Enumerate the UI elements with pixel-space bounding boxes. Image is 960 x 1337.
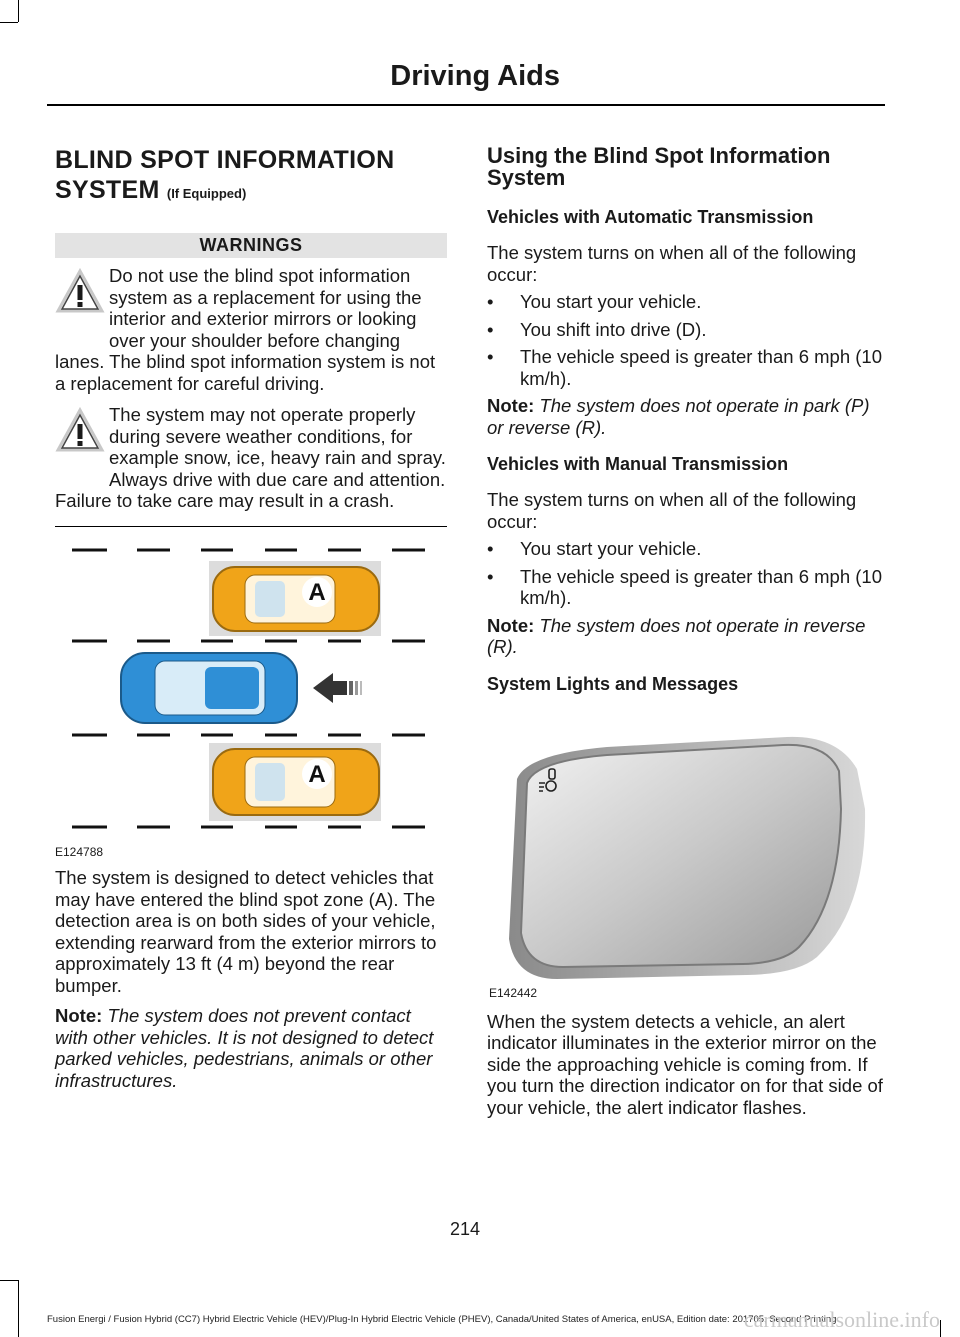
auto-intro: The system turns on when all of the following occur: (487, 242, 857, 285)
system-lights-heading: System Lights and Messages (487, 673, 739, 694)
crop-mark (0, 1280, 18, 1281)
list-item: • The vehicle speed is greater than 6 mph (10 km/h). (487, 346, 887, 389)
mirror-glass (521, 744, 841, 966)
warnings-title: WARNINGS (55, 233, 447, 258)
heading-line-1: BLIND SPOT INFORMATION (55, 146, 395, 174)
crop-mark (18, 1280, 19, 1337)
note-label: Note: (487, 395, 535, 416)
auto-transmission-heading: Vehicles with Automatic Transmission (487, 207, 814, 227)
auto-conditions-list (487, 291, 887, 389)
page-number: 214 (449, 1219, 481, 1239)
note-label: Note: (487, 614, 535, 636)
zone-label-a-bottom: A (308, 761, 326, 788)
blind-spot-diagram (55, 533, 447, 843)
exterior-mirror-illustration (487, 709, 887, 989)
header-divider (47, 104, 885, 106)
warning-1 (55, 265, 447, 394)
note (55, 1005, 447, 1091)
alert-description: When the system detects a vehicle, an alert indicator illuminates in the exterior mirror on the side the approaching vehicle is coming from. If you turn the direction indicator on for that side of your vehicle, the alert indicator flashes. (487, 1010, 883, 1118)
warning-1-text: Do not use the blind spot information system as a replacement for using the interior and exterior mirrors or looking over your shoulder before changing lanes. The blind spot information system is not a replacement for careful driving. (55, 265, 436, 394)
list-item: • You start your vehicle. (487, 538, 887, 560)
section-heading (55, 145, 447, 209)
zone-label-a-top: A (308, 579, 326, 606)
warning-2-text: The system may not operate properly during severe weather conditions, for example snow, ice, heavy rain and spray. Always drive with due care and attention. Failure to take care may result in a crash. (55, 404, 446, 511)
warning-2 (55, 404, 447, 512)
description-text: The system is designed to detect vehicles that may have entered the blind spot zone (A). The detection area is on both sides of your vehicle, extending rearward from the exterior mirrors to approximately 13 ft (4 m) beyond the rear bumper. (55, 867, 437, 996)
manual-transmission-heading: Vehicles with Manual Transmission (487, 454, 789, 474)
auto-note (487, 395, 887, 438)
note-text: The system does not prevent contact with other vehicles. It is not designed to detect parked vehicles, pedestrians, animals or other infrastructures. (55, 1005, 434, 1091)
note-label: Note: (55, 1005, 103, 1026)
manual-intro: The system turns on when all of the following occur: (487, 489, 857, 532)
figure-code: E142442 (489, 985, 538, 1000)
warnings-end-rule (55, 526, 447, 528)
warning-icon (55, 267, 105, 317)
manual-note (487, 615, 887, 658)
figure-code: E124788 (55, 845, 104, 859)
crop-mark (940, 1320, 941, 1337)
crop-mark (18, 0, 19, 22)
manual-conditions-list (487, 538, 887, 609)
mirror-figure (487, 709, 887, 1009)
blue-car (121, 653, 297, 723)
blind-spot-figure (55, 533, 447, 863)
approach-arrow (313, 673, 362, 703)
list-item: • You start your vehicle. (487, 291, 887, 313)
crop-mark (0, 22, 18, 23)
right-column (487, 145, 887, 1118)
heading-suffix: (If Equipped) (166, 186, 247, 201)
note-text: The system does not operate in park (P) or reverse (R). (487, 395, 870, 438)
page-header-title: Driving Aids (390, 60, 560, 92)
subsection-heading: Using the Blind Spot Information System (487, 143, 831, 190)
warning-icon (55, 406, 105, 456)
heading-line-2: SYSTEM (55, 176, 160, 204)
footer-text: Fusion Energi / Fusion Hybrid (CC7) Hybrid Electric Vehicle (HEV)/Plug-In Hybrid Electric Vehicle (PHEV), Canada/United States of America, enUSA, Edition date: 201705, Second Printing (47, 1314, 837, 1325)
list-item: • You shift into drive (D). (487, 319, 887, 341)
list-item: • The vehicle speed is greater than 6 mph (10 km/h). (487, 566, 887, 609)
left-column (55, 145, 447, 1091)
note-text: The system does not operate in reverse (R). (487, 614, 866, 657)
watermark: carmanualsonline.info (743, 1307, 940, 1332)
yellow-car-top (213, 567, 379, 631)
yellow-car-bottom (213, 749, 379, 815)
